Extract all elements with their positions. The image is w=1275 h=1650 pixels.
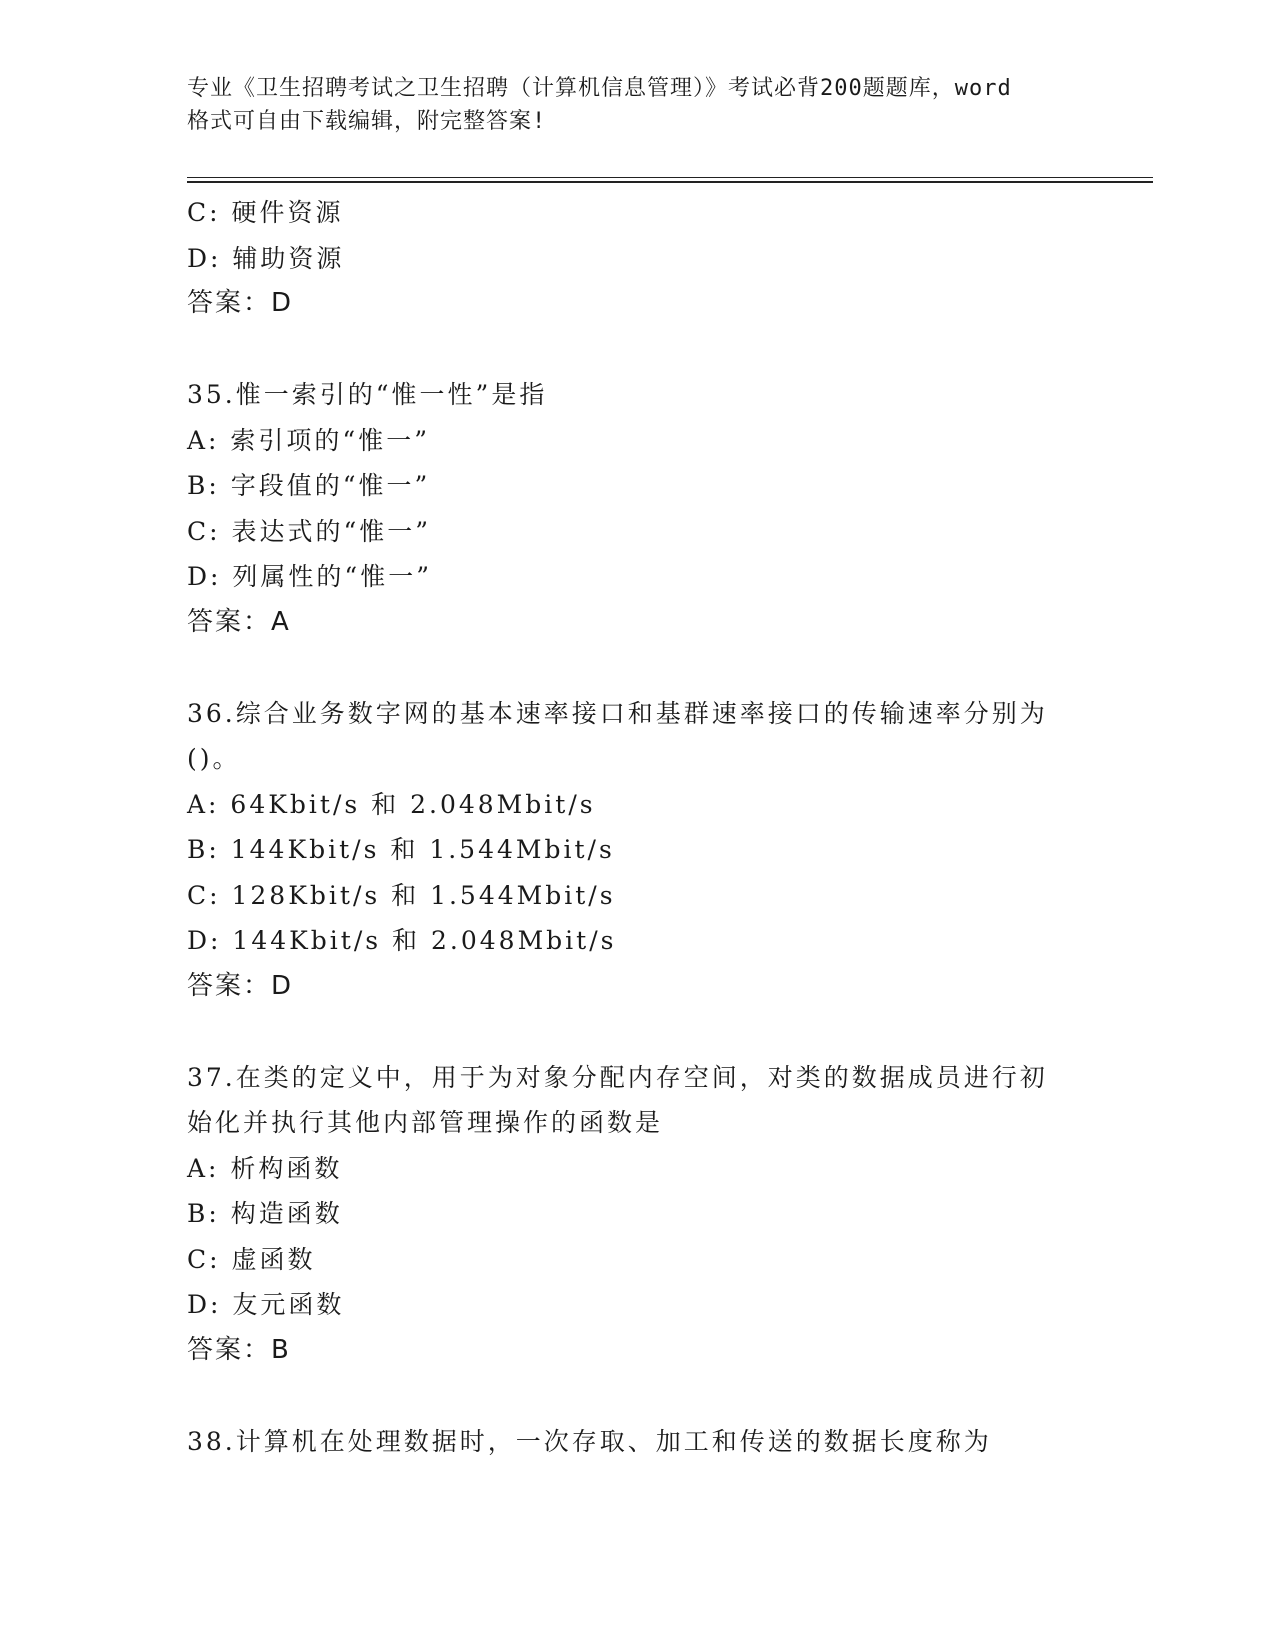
option-d: D: 辅助资源 bbox=[187, 243, 345, 273]
header-divider-thin bbox=[187, 177, 1153, 178]
header-divider-thick bbox=[187, 181, 1153, 183]
option-c: C: 表达式的“惟一” bbox=[187, 516, 432, 546]
question-35-text: 35.惟一索引的“惟一性”是指 bbox=[187, 380, 548, 409]
answer-line: 答案：B bbox=[187, 1334, 291, 1365]
spacer bbox=[187, 1373, 1087, 1419]
option-d: D: 友元函数 bbox=[187, 1290, 345, 1319]
option-d: D: 144Kbit/s 和 2.048Mbit/s bbox=[187, 926, 617, 955]
answer-line: 答案：D bbox=[187, 288, 294, 318]
question-37-text-line-1: 37.在类的定义中，用于为对象分配内存空间，对类的数据成员进行初 bbox=[187, 1062, 1048, 1092]
spacer bbox=[187, 327, 1087, 373]
option-a: A: 索引项的“惟一” bbox=[187, 425, 430, 455]
document-header bbox=[187, 72, 1087, 138]
option-d: D: 列属性的“惟一” bbox=[187, 562, 432, 591]
option-b: B: 144Kbit/s 和 1.544Mbit/s bbox=[187, 835, 615, 864]
question-38-text: 38.计算机在处理数据时，一次存取、加工和传送的数据长度称为 bbox=[187, 1426, 992, 1456]
option-b: B: 字段值的“惟一” bbox=[187, 471, 431, 500]
answer-line: 答案：A bbox=[187, 606, 291, 637]
option-c: C: 硬件资源 bbox=[187, 198, 344, 227]
header-line-2: 格式可自由下载编辑，附完整答案! bbox=[187, 109, 547, 134]
option-a: A: 析构函数 bbox=[187, 1153, 343, 1183]
answer-line: 答案：D bbox=[187, 970, 294, 1001]
spacer bbox=[187, 1009, 1087, 1055]
option-a: A: 64Kbit/s 和 2.048Mbit/s bbox=[187, 789, 596, 819]
question-36-text-line-1: 36.综合业务数字网的基本速率接口和基群速率接口的传输速率分别为 bbox=[187, 698, 1048, 728]
question-list bbox=[187, 190, 1087, 1464]
question-36-text-line-2: ()。 bbox=[187, 744, 241, 773]
header-line-1: 专业《卫生招聘考试之卫生招聘（计算机信息管理）》考试必背200题题库，word bbox=[187, 76, 1012, 101]
question-37-text-line-2: 始化并执行其他内部管理操作的函数是 bbox=[187, 1108, 664, 1137]
spacer bbox=[187, 645, 1087, 691]
option-b: B: 构造函数 bbox=[187, 1199, 343, 1228]
option-c: C: 虚函数 bbox=[187, 1244, 316, 1274]
option-c: C: 128Kbit/s 和 1.544Mbit/s bbox=[187, 880, 616, 910]
